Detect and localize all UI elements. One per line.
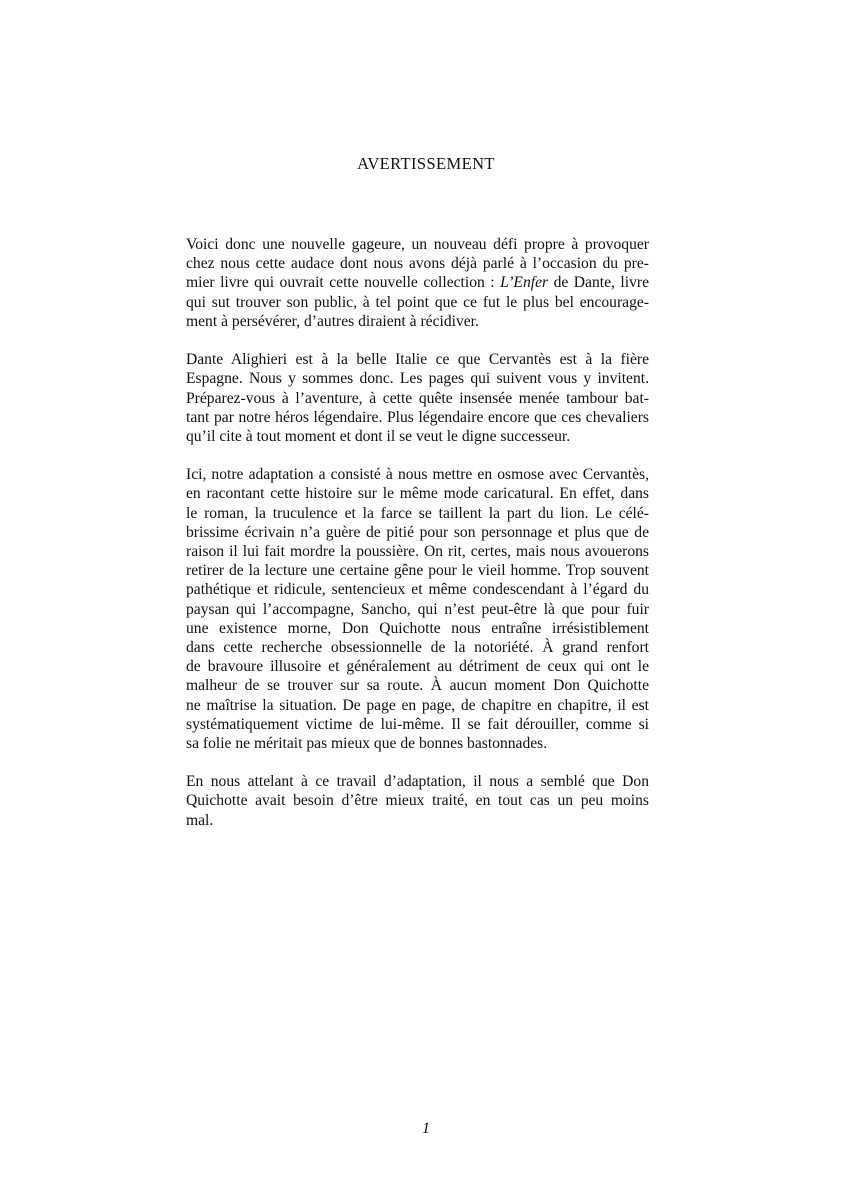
- paragraph: [186, 465, 649, 753]
- text-run: le roman, la truculence et la farce se taillent la part du lion. Le célé-: [186, 504, 649, 522]
- text-run: chez nous cette audace dont nous avons déjà parlé à l’occasion du pre-: [186, 255, 649, 273]
- text-run: tant par notre héros légendaire. Plus légendaire encore que ces chevaliers: [186, 408, 649, 426]
- text-run: de bravoure illusoire et généralement au détriment de ceux qui ont le: [186, 658, 649, 676]
- text-run: brissime écrivain n’a guère de pitié pour son personnage et plus que de: [186, 523, 649, 541]
- text-line: [186, 542, 649, 561]
- text-line: [186, 312, 649, 331]
- text-run: sa folie ne méritait pas mieux que de bonnes bastonnades.: [186, 734, 548, 752]
- text-run: malheur de se trouver sur sa route. À aucun moment Don Quichotte: [186, 677, 649, 695]
- text-line: [186, 638, 649, 657]
- text-run: de Dante, livre: [548, 274, 649, 292]
- paragraph: [186, 235, 649, 331]
- text-run: Espagne. Nous y sommes donc. Les pages qui suivent vous y invitent.: [186, 370, 649, 388]
- text-line: [186, 235, 649, 254]
- text-line: [186, 676, 649, 695]
- text-run: retirer de la lecture une certaine gêne pour le vieil homme. Trop souvent: [186, 562, 649, 580]
- text-line: [186, 696, 649, 715]
- body-text: [186, 235, 649, 849]
- text-run: qu’il cite à tout moment et dont il se veut le digne successeur.: [186, 427, 571, 445]
- text-line: [186, 734, 649, 753]
- page-number: 1: [422, 1120, 430, 1137]
- paragraph: [186, 350, 649, 446]
- paragraph: [186, 772, 649, 830]
- text-line: [186, 715, 649, 734]
- text-line: [186, 657, 649, 676]
- text-line: [186, 254, 649, 273]
- text-run: une existence morne, Don Quichotte nous entraîne irrésistiblement: [186, 619, 649, 637]
- text-line: [186, 600, 649, 619]
- text-run: systématiquement victime de lui-même. Il se fait dérouiller, comme si: [186, 715, 649, 733]
- text-line: [186, 504, 649, 523]
- text-line: [186, 561, 649, 580]
- text-run: Préparez-vous à l’aventure, à cette quête insensée menée tambour bat-: [186, 389, 649, 407]
- text-line: [186, 772, 649, 791]
- text-line: [186, 523, 649, 542]
- text-run: Quichotte avait besoin d’être mieux traité, en tout cas un peu moins: [186, 792, 649, 810]
- text-run: en racontant cette histoire sur le même mode caricatural. En effet, dans: [186, 485, 649, 503]
- text-line: [186, 273, 649, 292]
- text-run: ne maîtrise la situation. De page en page, de chapitre en chapitre, il est: [186, 696, 649, 714]
- text-run: dans cette recherche obsessionnelle de la notoriété. À grand renfort: [186, 638, 649, 656]
- text-run: Dante Alighieri est à la belle Italie ce que Cervantès est à la fière: [186, 351, 649, 369]
- text-line: [186, 350, 649, 369]
- text-line: [186, 580, 649, 599]
- text-run: qui sut trouver son public, à tel point que ce fut le plus bel encourage-: [186, 293, 649, 311]
- text-line: [186, 791, 649, 810]
- text-line: [186, 484, 649, 503]
- text-run: En nous attelant à ce travail d’adaptation, il nous a semblé que Don: [186, 773, 649, 791]
- text-run: raison il lui fait mordre la poussière. On rit, certes, mais nous avouerons: [186, 543, 649, 560]
- text-run: mal.: [186, 811, 214, 829]
- text-run: pathétique et ridicule, sentencieux et même condescendant à l’égard du: [186, 581, 649, 599]
- text-line: [186, 408, 649, 427]
- text-line: [186, 293, 649, 312]
- text-line: [186, 369, 649, 388]
- page-title: AVERTISSEMENT: [357, 154, 495, 173]
- text-run: Ici, notre adaptation a consisté à nous mettre en osmose avec Cervantès,: [186, 466, 649, 484]
- text-line: [186, 619, 649, 638]
- italic-title: L’Enfer: [500, 274, 549, 292]
- text-run: mier livre qui ouvrait cette nouvelle collection :: [186, 274, 501, 292]
- text-run: paysan qui l’accompagne, Sancho, qui n’est peut-être là que pour fuir: [186, 600, 649, 618]
- text-line: [186, 811, 649, 830]
- text-line: [186, 427, 649, 446]
- text-line: [186, 389, 649, 408]
- text-run: ment à persévérer, d’autres diraient à récidiver.: [186, 312, 479, 330]
- text-line: [186, 465, 649, 484]
- text-run: Voici donc une nouvelle gageure, un nouveau défi propre à provoquer: [186, 236, 649, 253]
